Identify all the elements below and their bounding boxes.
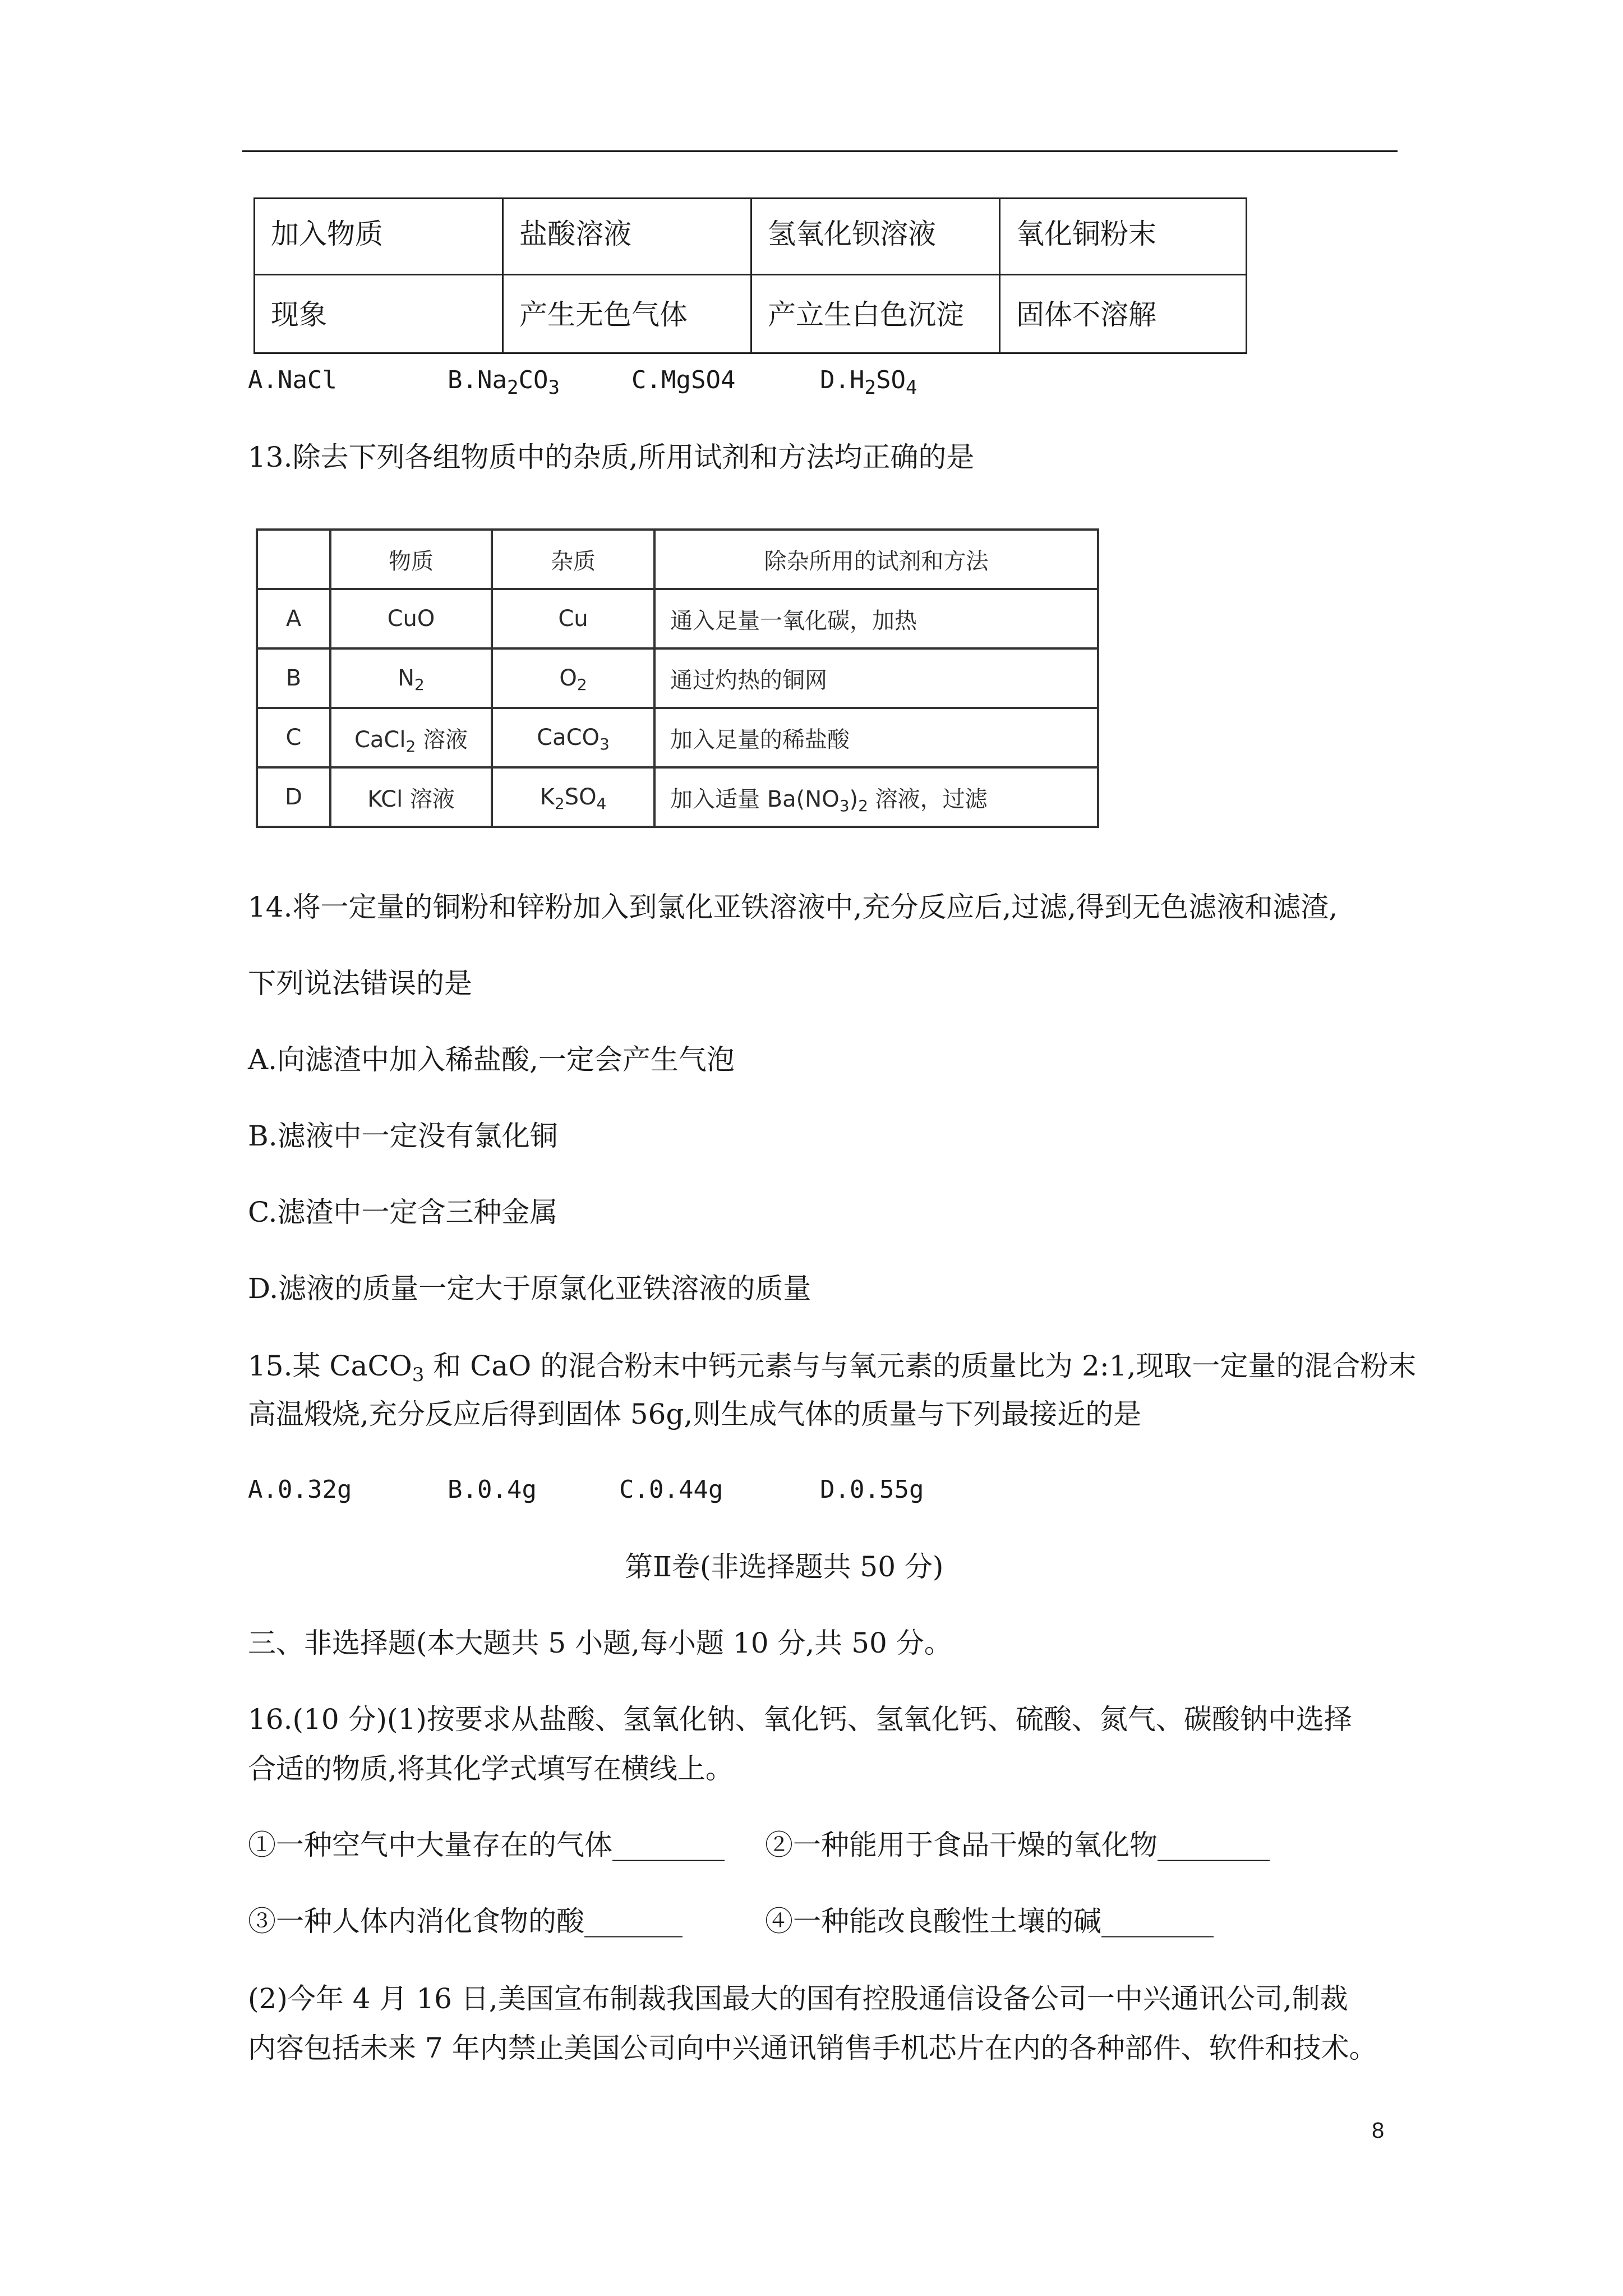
table-cell: 固体不溶解 xyxy=(1000,275,1247,353)
q14-option-a: A.向滤渣中加入稀盐酸,一定会产生气泡 xyxy=(248,1043,735,1076)
q12-option-c: C.MgSO4 xyxy=(631,366,736,394)
table-row xyxy=(255,275,1247,353)
q15-stem-line2: 高温煅烧,充分反应后得到固体 56g,则生成气体的质量与下列最接近的是 xyxy=(248,1398,1142,1430)
table-cell: 加入物质 xyxy=(255,199,503,275)
impurity-removal-table xyxy=(256,528,1099,828)
q14-option-b: B.滤液中一定没有氯化铜 xyxy=(248,1120,558,1152)
section-3-title: 三、非选择题(本大题共 5 小题,每小题 10 分,共 50 分。 xyxy=(248,1627,952,1659)
table-cell: KCl 溶液 xyxy=(330,767,492,827)
table-cell: $N_2$ xyxy=(330,648,492,708)
table-cell: 产立生白色沉淀 xyxy=(751,275,1000,353)
q12-option-a: A.NaCl xyxy=(248,366,337,394)
table-cell: 氢氧化钡溶液 xyxy=(751,199,1000,275)
q15-option-a: A.0.32g xyxy=(248,1475,352,1504)
table-cell: $K_2SO_4$ xyxy=(492,767,654,827)
section-2-title: 第Ⅱ卷(非选择题共 50 分) xyxy=(625,1550,944,1583)
table-cell: A xyxy=(257,589,330,648)
q16-part2-line2: 内容包括未来 7 年内禁止美国公司向中兴通讯销售手机芯片在内的各种部件、软件和技术。 xyxy=(248,2032,1377,2064)
table-cell: Cu xyxy=(492,589,654,648)
table-row xyxy=(255,199,1247,275)
q16-item-1: ①一种空气中大量存在的气体________ xyxy=(248,1829,725,1861)
table-cell xyxy=(257,530,330,589)
table-cell: 产生无色气体 xyxy=(503,275,751,353)
q14-option-d: D.滤液的质量一定大于原氯化亚铁溶液的质量 xyxy=(248,1272,811,1305)
table-cell: $O_2$ xyxy=(492,648,654,708)
table-cell: 通过灼热的铜网 xyxy=(654,648,1098,708)
page-number: 8 xyxy=(1372,2118,1385,2143)
table-row xyxy=(257,708,1098,767)
table-cell: 盐酸溶液 xyxy=(503,199,751,275)
table-row xyxy=(257,648,1098,708)
q14-stem-line2: 下列说法错误的是 xyxy=(248,967,472,1000)
table-cell: 加入适量 $Ba(NO_3)_2$ 溶液，过滤 xyxy=(654,767,1098,827)
q16-item-2: ②一种能用于食品干燥的氧化物________ xyxy=(765,1829,1270,1861)
q13-stem: 13.除去下列各组物质中的杂质,所用试剂和方法均正确的是 xyxy=(248,441,975,473)
reagent-phenomenon-table xyxy=(253,197,1247,354)
q15-option-b: B.0.4g xyxy=(448,1475,537,1504)
table-cell: 通入足量一氧化碳，加热 xyxy=(654,589,1098,648)
table-row xyxy=(257,589,1098,648)
table-row xyxy=(257,767,1098,827)
table-cell: B xyxy=(257,648,330,708)
table-row xyxy=(257,530,1098,589)
table-cell: CaCO$_3$ xyxy=(492,708,654,767)
table-cell: CaCl$_2$ 溶液 xyxy=(330,708,492,767)
q16-stem-line1: 16.(10 分)(1)按要求从盐酸、氢氧化钠、氧化钙、氢氧化钙、硫酸、氮气、碳酸钠中选择 xyxy=(248,1703,1352,1736)
q16-item-3: ③一种人体内消化食物的酸_______ xyxy=(248,1905,683,1938)
table-cell: 现象 xyxy=(255,275,503,353)
table-cell: 杂质 xyxy=(492,530,654,589)
q12-option-b: $B.Na_2CO_3$ xyxy=(448,366,560,399)
table-cell: 物质 xyxy=(330,530,492,589)
table-cell: 加入足量的稀盐酸 xyxy=(654,708,1098,767)
table-cell: CuO xyxy=(330,589,492,648)
q16-part2-line1: (2)今年 4 月 16 日,美国宣布制裁我国最大的国有控股通信设备公司一中兴通讯公司,制裁 xyxy=(248,1982,1348,2015)
header-rule xyxy=(242,150,1398,152)
q15-stem-line1: 15.某 CaCO$_3$ 和 CaO 的混合粉末中钙元素与与氧元素的质量比为 2:1,现取一定量的混合粉末 xyxy=(248,1350,1417,1386)
q16-item-4: ④一种能改良酸性土壤的碱________ xyxy=(765,1905,1214,1938)
q14-option-c: C.滤渣中一定含三种金属 xyxy=(248,1196,558,1228)
table-cell: D xyxy=(257,767,330,827)
q14-stem-line1: 14.将一定量的铜粉和锌粉加入到氯化亚铁溶液中,充分反应后,过滤,得到无色滤液和滤渣, xyxy=(248,891,1338,923)
table-cell: C xyxy=(257,708,330,767)
q16-stem-line2: 合适的物质,将其化学式填写在横线上。 xyxy=(248,1752,734,1785)
table-cell: 氧化铜粉末 xyxy=(1000,199,1247,275)
q15-option-d: D.0.55g xyxy=(820,1475,924,1504)
table-cell: 除杂所用的试剂和方法 xyxy=(654,530,1098,589)
q15-option-c: C.0.44g xyxy=(619,1475,723,1504)
q12-option-d: $D.H_2SO_4$ xyxy=(820,366,917,399)
